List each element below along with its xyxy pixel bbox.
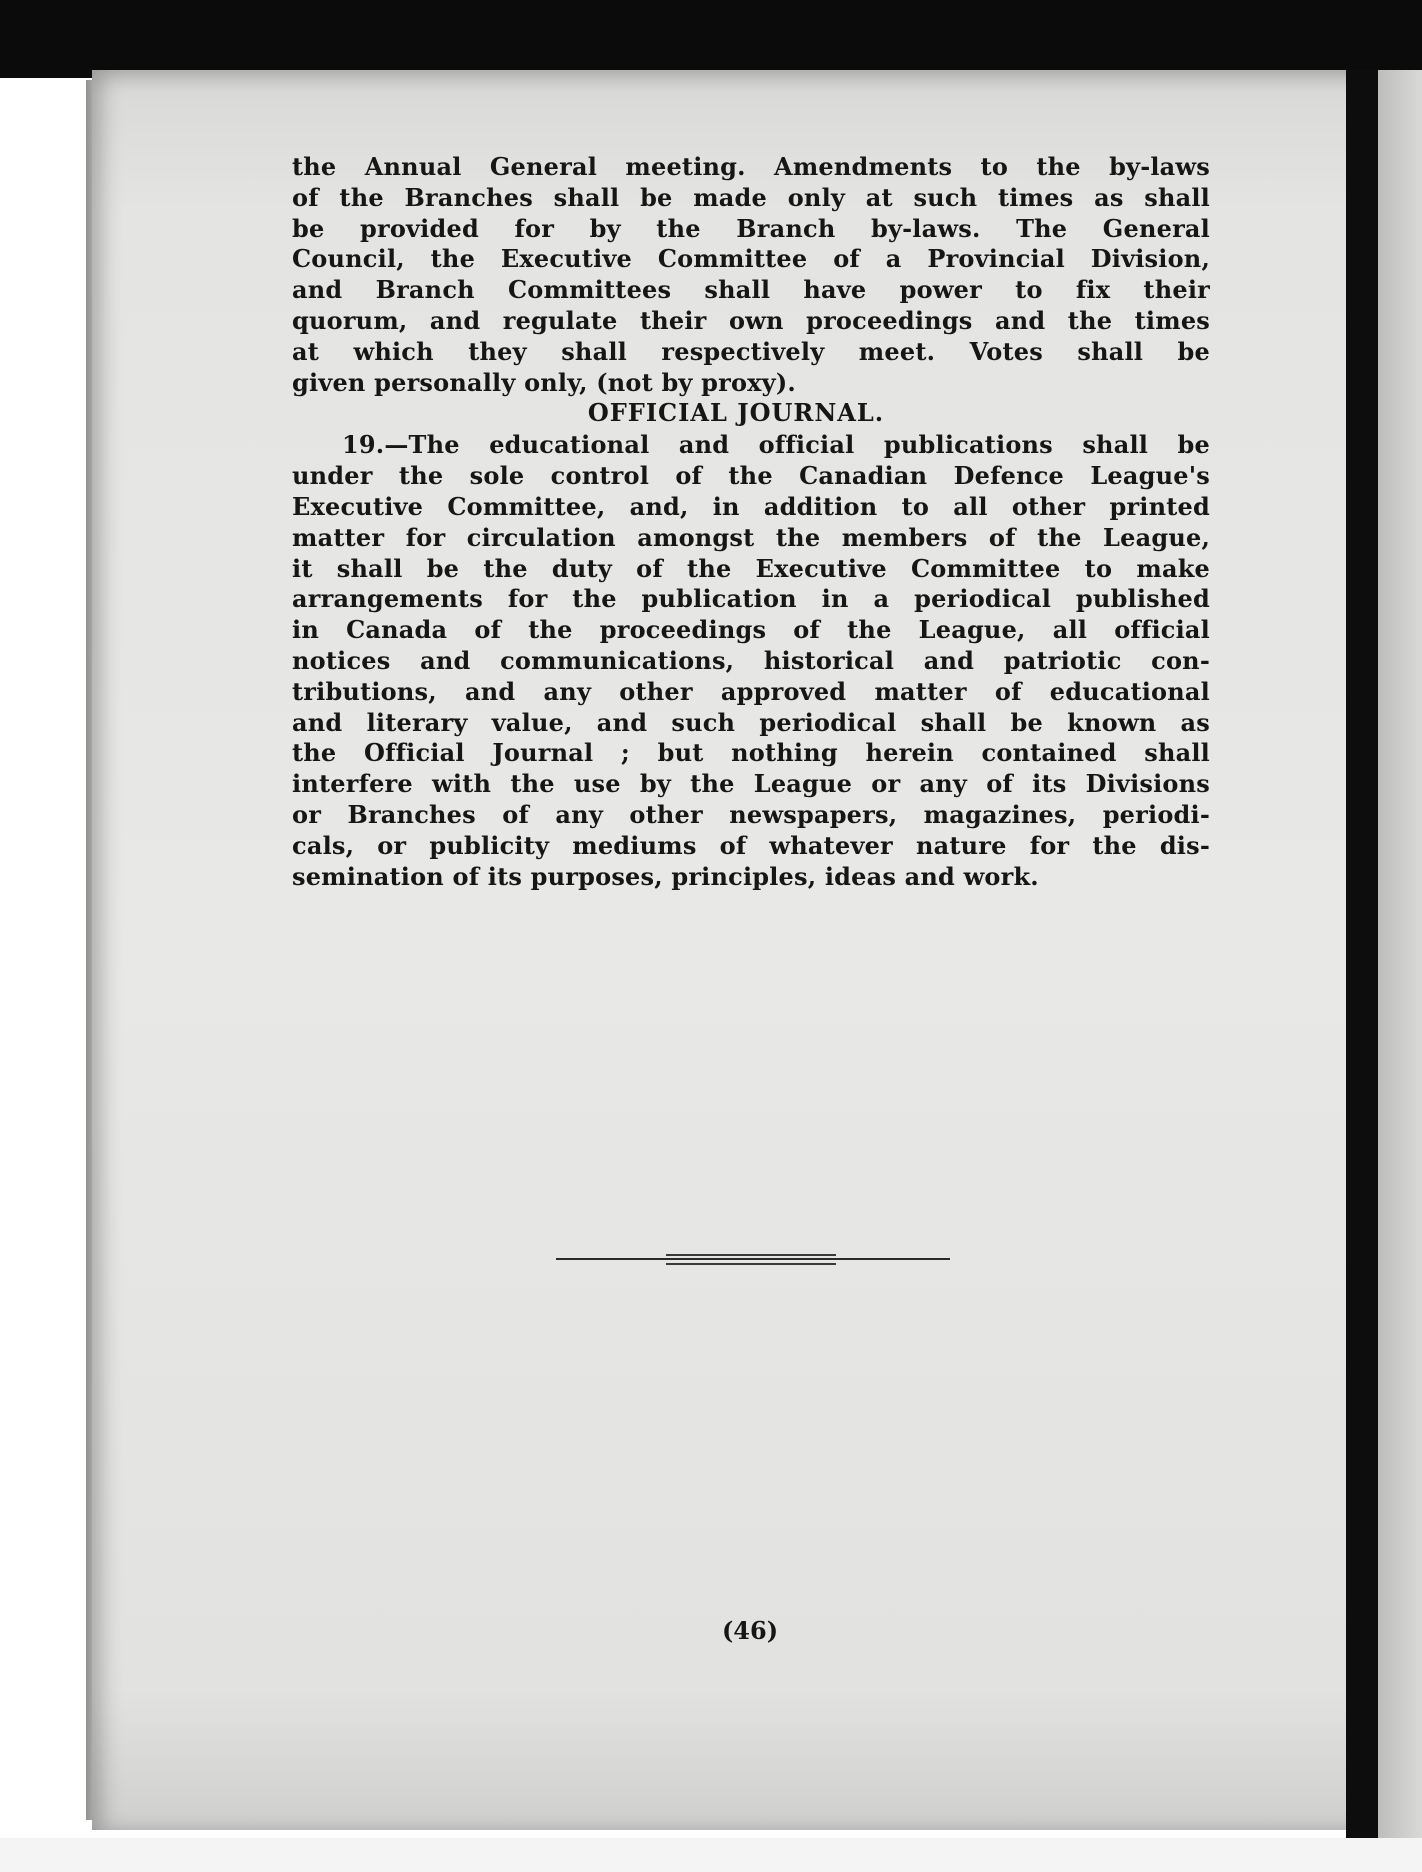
text-line: at which they shall respectively meet. Votes shall be bbox=[292, 336, 1210, 366]
scan-bottom-border bbox=[0, 1838, 1422, 1872]
text-line: or Branches of any other newspapers, magazines, periodi- bbox=[292, 799, 1210, 829]
text-line: 19.—The educational and official publications shall be bbox=[342, 430, 1210, 460]
text-line: in Canada of the proceedings of the League, all official bbox=[292, 615, 1210, 645]
page-number: (46) bbox=[721, 1616, 779, 1645]
body-text bbox=[292, 152, 1210, 892]
text-line: of the Branches shall be made only at such times as shall bbox=[292, 182, 1210, 212]
text-line: the Annual General meeting. Amendments to the by-laws bbox=[292, 152, 1210, 181]
text-line: and literary value, and such periodical shall be known as bbox=[292, 707, 1210, 737]
rule-line bbox=[666, 1254, 836, 1256]
book-binding-gutter bbox=[1346, 70, 1378, 1840]
text-line: given personally only, (not by proxy). bbox=[292, 367, 796, 397]
rule-line bbox=[556, 1258, 950, 1260]
text-line: tributions, and any other approved matter of educational bbox=[292, 676, 1210, 706]
text-line: matter for circulation amongst the members of the League, bbox=[292, 522, 1210, 552]
scan-top-border bbox=[0, 0, 1422, 78]
text-line: under the sole control of the Canadian Defence League's bbox=[292, 461, 1210, 491]
section-heading: OFFICIAL JOURNAL. bbox=[587, 398, 885, 428]
text-line: Council, the Executive Committee of a Provincial Division, bbox=[292, 244, 1210, 274]
facing-page-edge bbox=[1378, 70, 1422, 1840]
decorative-rule bbox=[556, 1250, 950, 1270]
text-line: the Official Journal ; but nothing herein contained shall bbox=[292, 738, 1210, 768]
text-line: cals, or publicity mediums of whatever nature for the dis- bbox=[292, 830, 1210, 860]
text-line: be provided for by the Branch by-laws. The General bbox=[292, 213, 1210, 243]
text-line: quorum, and regulate their own proceedings and the times bbox=[292, 305, 1210, 335]
text-line: arrangements for the publication in a periodical published bbox=[292, 584, 1210, 614]
text-line: notices and communications, historical and patriotic con- bbox=[292, 645, 1210, 675]
rule-line bbox=[666, 1263, 836, 1265]
text-line: it shall be the duty of the Executive Committee to make bbox=[292, 553, 1210, 583]
text-line: Executive Committee, and, in addition to all other printed bbox=[292, 491, 1210, 521]
text-line: semination of its purposes, principles, ideas and work. bbox=[292, 861, 1039, 891]
text-line: and Branch Committees shall have power to fix their bbox=[292, 275, 1210, 305]
text-line: interfere with the use by the League or any of its Divisions bbox=[292, 769, 1210, 799]
